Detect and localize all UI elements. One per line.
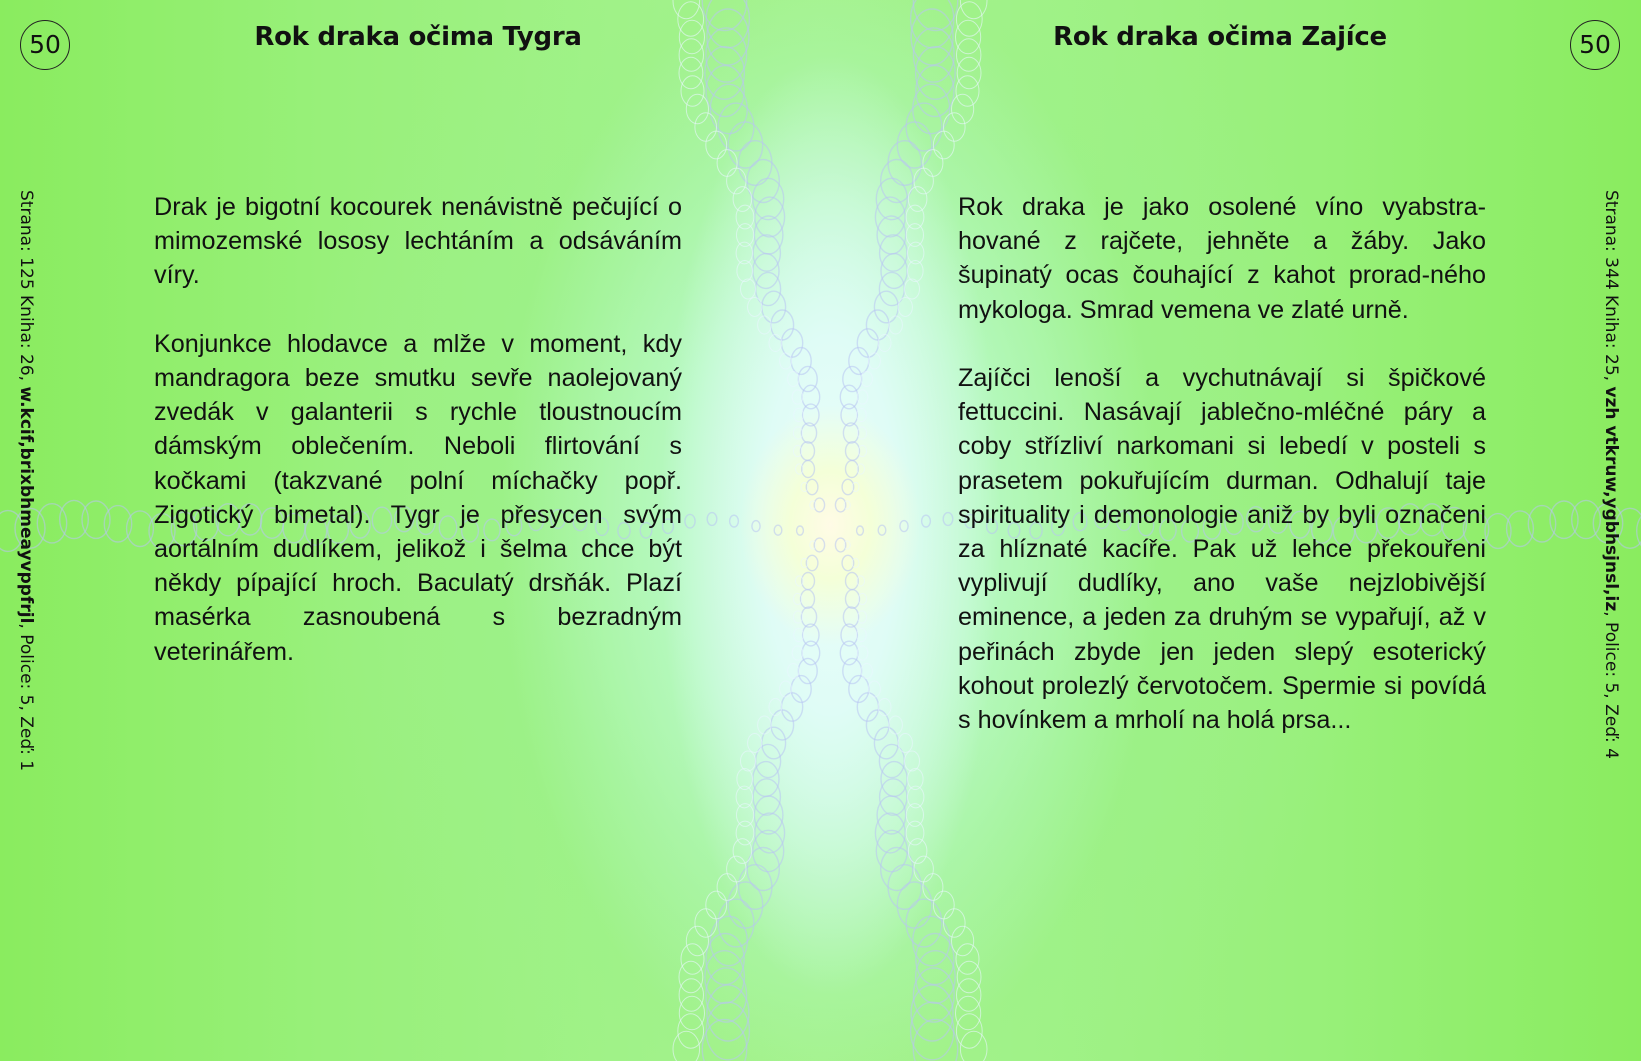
fractal-loop [752, 521, 760, 532]
fractal-loop [843, 658, 862, 683]
fractal-loop [906, 821, 924, 845]
fractal-loop [710, 84, 747, 133]
fractal-loop [755, 197, 785, 237]
fractal-loop [835, 538, 845, 552]
fractal-loop [857, 427, 866, 439]
fractal-loop [802, 461, 815, 478]
fractal-loop [846, 573, 859, 590]
fractal-loop [908, 261, 924, 282]
page-title-left: Rok draka očima Tygra [254, 22, 582, 52]
fractal-loop [706, 131, 727, 159]
fractal-loop [753, 178, 784, 219]
fractal-loop [780, 681, 792, 697]
fractal-loop [880, 779, 907, 815]
fractal-loop [762, 727, 786, 759]
fractal-loop [877, 796, 906, 834]
fractal-loop [906, 205, 924, 229]
fractal-loop [739, 141, 772, 186]
fractal-loop [730, 515, 739, 527]
side-note-code: vzh vtkruw,ygbhsjnsl,iz [1601, 386, 1621, 612]
fractal-loop [796, 464, 804, 474]
fractal-loop [758, 716, 772, 734]
fractal-loop [788, 664, 799, 679]
paragraph: Zajíčci lenoší a vychutnávají si špičkové fettuccini. Nasávají jablečno-mléčné páry a coby střízliví narkomani si lebedí v posteli s prasetem pokuřujícím durman. Odhalují taje spirituality i demonologie aniž by byli označeni za hlíznaté kacíře. Pak už lehce překouřeni vyplivují dudlíky, ano vaše nejzlobivější eminence, a jeden za druhým se vypařují, až v peřinách zbyde jen jeden slepý esoterický kohout prolezlý červotočem. Spermie si povídá s hovínkem a mrholí na holá prsa... [958, 364, 1486, 735]
side-note-prefix: Strana: 344 Kniha: 25, [1601, 190, 1621, 387]
fractal-loop [842, 479, 854, 494]
fractal-loop [755, 813, 785, 853]
fractal-loop [898, 298, 912, 317]
fractal-loop [956, 1014, 982, 1049]
fractal-loop [706, 891, 727, 919]
fractal-loop [747, 160, 779, 203]
fractal-loop [780, 353, 792, 369]
fractal-loop [753, 235, 780, 271]
fractal-loop [60, 500, 89, 538]
fractal-loop [801, 482, 808, 491]
fractal-loop [875, 813, 905, 853]
fractal-loop [842, 555, 854, 570]
fractal-loop [707, 513, 717, 526]
fractal-loop [793, 593, 801, 604]
fractal-loop [1528, 506, 1555, 542]
fractal-loop [846, 442, 860, 461]
fractal-loop [881, 254, 907, 289]
fractal-loop [905, 751, 920, 771]
fractal-loop [913, 968, 954, 1022]
fractal-loop [741, 279, 756, 299]
fractal-loop [960, 1031, 987, 1061]
fractal-loop [956, 76, 979, 107]
fractal-loop [898, 734, 912, 753]
fractal-loop [810, 541, 816, 549]
fractal-loop [753, 762, 779, 797]
side-note-right [1601, 190, 1621, 790]
fractal-loop [782, 329, 803, 357]
fractal-loop [889, 716, 903, 734]
fractal-loop [876, 178, 907, 219]
side-note-suffix: , Police: 5, Zeď: 4 [1601, 611, 1621, 759]
fractal-loop [911, 985, 953, 1041]
fractal-loop [705, 47, 745, 100]
fractal-loop [771, 710, 794, 740]
fractal-loop [857, 329, 878, 357]
fractal-loop [875, 197, 905, 237]
fractal-loop [866, 310, 889, 340]
fractal-loop [874, 291, 898, 323]
fractal-loop [844, 501, 850, 509]
fractal-loop [705, 951, 745, 1004]
fractal-loop [906, 899, 942, 947]
fractal-loop [857, 390, 868, 404]
fractal-loop [801, 607, 816, 627]
fractal-loop [908, 839, 927, 864]
fractal-loop [913, 1019, 957, 1061]
fractal-loop [846, 590, 860, 609]
fractal-loop [933, 131, 954, 159]
fractal-loop [957, 57, 981, 89]
fractal-loop [1550, 501, 1578, 538]
fractal-loop [957, 979, 981, 1012]
fractal-loop [908, 769, 924, 790]
fractal-loop [858, 445, 866, 456]
fractal-loop [798, 366, 817, 391]
fractal-loop [679, 979, 703, 1012]
page-number-left: 50 [20, 20, 70, 70]
fractal-loop [952, 926, 974, 956]
fractal-loop [916, 951, 956, 1004]
fractal-loop [908, 242, 924, 264]
fractal-loop [695, 113, 717, 142]
fractal-loop [748, 734, 762, 753]
fractal-loop [911, 1002, 954, 1060]
fractal-loop [857, 628, 867, 641]
fractal-loop [889, 316, 903, 334]
fractal-loop [758, 316, 772, 334]
fractal-loop [728, 882, 763, 928]
fractal-loop [878, 699, 891, 716]
side-note-code: w.kcif,brixbhmeayvppfrjl [16, 386, 36, 624]
fractal-loop [753, 254, 779, 289]
fractal-loop [754, 796, 783, 834]
fractal-loop [956, 944, 979, 975]
fractal-loop [881, 848, 913, 891]
fractal-loop [737, 769, 753, 790]
fractal-loop [717, 150, 737, 177]
fractal-loop [686, 926, 708, 956]
fractal-loop [857, 693, 878, 721]
fractal-loop [857, 646, 868, 660]
fractal-loop [741, 751, 756, 771]
fractal-loop [897, 122, 932, 168]
fractal-loop [852, 482, 859, 491]
fractal-loop [861, 372, 872, 387]
fractal-loop [841, 404, 857, 426]
fractal-loop [802, 573, 815, 590]
fractal-loop [888, 141, 921, 186]
fractal-loop [956, 996, 981, 1030]
fractal-loop [843, 607, 858, 627]
fractal-loop [706, 66, 744, 117]
fractal-loop [788, 372, 799, 387]
fractal-loop [104, 506, 131, 542]
fractal-loop [771, 310, 794, 340]
fractal-loop [756, 272, 781, 305]
fractal-loop [796, 576, 804, 586]
fractal-loop [737, 261, 753, 282]
paragraph: Drak je bigotní kocourek nenávistně pečující o mimozemské lososy lechtáním a odsáváním víry. [154, 193, 682, 290]
fractal-loop [814, 498, 824, 512]
body-text-right [958, 190, 1486, 771]
fractal-loop [727, 168, 746, 194]
fractal-loop [849, 676, 869, 703]
fractal-loop [681, 76, 704, 107]
fractal-loop [803, 404, 819, 426]
fractal-loop [717, 874, 737, 901]
fractal-loop [906, 804, 923, 827]
fractal-loop [679, 996, 704, 1030]
fractal-loop [706, 934, 744, 985]
fractal-loop [1507, 511, 1534, 547]
fractal-loop [916, 934, 954, 985]
fractal-loop [1637, 511, 1641, 552]
fractal-loop [803, 624, 819, 646]
fractal-loop [944, 909, 966, 938]
fractal-loop [782, 693, 803, 721]
fractal-loop [769, 335, 782, 352]
fractal-loop [794, 628, 804, 641]
fractal-loop [843, 366, 862, 391]
fractal-loop [861, 664, 872, 679]
fractal-loop [897, 882, 932, 928]
fractal-loop [801, 590, 815, 609]
fractal-loop [707, 9, 749, 65]
fractal-loop [706, 1002, 749, 1060]
fractal-loop [753, 779, 780, 815]
fractal-loop [881, 762, 907, 797]
fractal-loop [797, 526, 804, 535]
fractal-loop [906, 224, 923, 247]
fractal-loop [806, 479, 818, 494]
fractal-loop [849, 348, 869, 375]
fractal-loop [880, 235, 907, 271]
fractal-loop [673, 0, 700, 19]
fractal-loop [748, 298, 762, 317]
fractal-loop [739, 865, 772, 910]
fractal-loop [793, 611, 802, 623]
fractal-loop [706, 28, 747, 82]
fractal-loop [1485, 514, 1511, 549]
fractal-loop [914, 856, 933, 882]
fractal-loop [913, 916, 950, 965]
fractal-loop [923, 150, 943, 177]
fractal-loop [913, 84, 950, 133]
fractal-loop [718, 103, 754, 151]
fractal-loop [678, 1014, 704, 1049]
fractal-loop [806, 555, 818, 570]
fractal-loop [846, 461, 859, 478]
fractal-loop [710, 916, 747, 965]
fractal-loop [793, 427, 802, 439]
fractal-loop [858, 593, 866, 604]
fractal-loop [733, 839, 752, 864]
fractal-loop [706, 0, 749, 48]
fractal-loop [952, 94, 974, 124]
fractal-loop [702, 0, 746, 31]
fractal-loop [747, 848, 779, 891]
fractal-loop [801, 423, 816, 443]
fractal-loop [792, 390, 803, 404]
fractal-loop [908, 187, 927, 212]
fractal-loop [914, 168, 933, 194]
fractal-loop [762, 291, 786, 323]
fractal-loop [906, 103, 942, 151]
fractal-loop [857, 408, 867, 421]
fractal-loop [840, 385, 858, 409]
fractal-loop [802, 641, 820, 665]
fractal-loop [840, 641, 858, 665]
side-note-left [16, 190, 36, 790]
fractal-loop [876, 830, 907, 871]
fractal-loop [857, 611, 866, 623]
fractal-loop [900, 521, 908, 532]
page-title-right: Rok draka očima Zajíce [1053, 22, 1387, 52]
fractal-loop [798, 658, 817, 683]
fractal-loop [791, 676, 811, 703]
fractal-loop [943, 513, 953, 526]
fractal-loop [916, 66, 954, 117]
fractal-loop [82, 501, 110, 538]
fractal-loop [843, 423, 858, 443]
fractal-loop [877, 216, 906, 254]
fractal-loop [878, 335, 891, 352]
fractal-loop [814, 538, 824, 552]
fractal-loop [736, 786, 752, 808]
fractal-loop [791, 348, 811, 375]
fractal-loop [737, 804, 754, 827]
fractal-loop [841, 624, 857, 646]
fractal-loop [1572, 500, 1601, 538]
fractal-loop [754, 216, 783, 254]
fractal-loop [874, 727, 898, 759]
fractal-loop [852, 558, 859, 567]
fractal-loop [679, 57, 703, 89]
fractal-loop [736, 205, 754, 229]
fractal-loop [881, 160, 913, 203]
body-text-left [154, 190, 682, 703]
fractal-loop [916, 47, 956, 100]
side-note-suffix: , Police: 5, Zeď: 1 [16, 623, 36, 772]
fractal-loop [866, 710, 889, 740]
fractal-loop [835, 498, 845, 512]
fractal-loop [868, 353, 880, 369]
fractal-loop [908, 786, 924, 808]
fractal-loop [733, 187, 752, 212]
fractal-loop [686, 94, 708, 124]
paragraph: Rok draka je jako osolené víno vyabstra-hované z rajčete, jehněte a žáby. Jako šupinatý ocas čouhající z kahot prorad-ného mykologa. Smrad vemena ve zlaté urně. [958, 193, 1486, 324]
fractal-loop [957, 961, 981, 993]
fractal-loop [127, 511, 154, 547]
fractal-loop [727, 856, 746, 882]
fractal-loop [685, 514, 695, 528]
fractal-loop [681, 944, 704, 975]
fractal-loop [37, 504, 66, 543]
fractal-loop [673, 1031, 700, 1061]
fractal-loop [756, 744, 781, 777]
fractal-loop [718, 899, 754, 947]
fractal-loop [769, 699, 782, 716]
fractal-loop [923, 874, 943, 901]
fractal-loop [801, 442, 815, 461]
fractal-loop [793, 445, 801, 456]
fractal-loop [736, 242, 752, 264]
fractal-loop [960, 0, 987, 19]
page-number-right: 50 [1570, 20, 1620, 70]
fractal-loop [706, 968, 747, 1022]
fractal-loop [810, 501, 816, 509]
paragraph: Konjunkce hlodavce a mlže v moment, kdy mandragora beze smutku sevře naolejovaný zvedák v galanterii s rychle tloustnoucím dámským oblečením. Neboli flirtování s kočkami (takzvané polní míchačky popř. Zigotický bimetal). Tygr je přesycen svým aortálním dudlíkem, jelikož i šelma chce být někdy pípající hroch. Baculatý drsňák. Plazí masérka zasnoubená s bezradným veterinářem. [154, 329, 682, 666]
fractal-loop [857, 464, 865, 474]
fractal-loop [707, 985, 749, 1041]
side-note-prefix: Strana: 125 Kniha: 26, [16, 190, 36, 387]
fractal-loop [792, 646, 803, 660]
fractal-loop [736, 821, 754, 845]
fractal-loop [879, 272, 904, 305]
fractal-loop [737, 224, 754, 247]
fractal-loop [944, 113, 966, 142]
fractal-loop [933, 891, 954, 919]
fractal-loop [857, 576, 865, 586]
fractal-loop [728, 122, 763, 168]
fractal-loop [695, 909, 717, 938]
fractal-loop [879, 744, 904, 777]
fractal-loop [702, 1019, 746, 1061]
fractal-loop [878, 525, 886, 535]
fractal-loop [888, 865, 921, 910]
fractal-loop [922, 515, 931, 527]
fractal-loop [794, 408, 804, 421]
fractal-loop [679, 961, 703, 993]
fractal-loop [801, 558, 808, 567]
fractal-loop [802, 385, 820, 409]
fractal-loop [753, 830, 784, 871]
fractal-loop [868, 681, 880, 697]
fractal-loop [844, 541, 850, 549]
fractal-loop [857, 526, 864, 535]
fractal-loop [774, 525, 782, 535]
fractal-loop [905, 279, 920, 299]
